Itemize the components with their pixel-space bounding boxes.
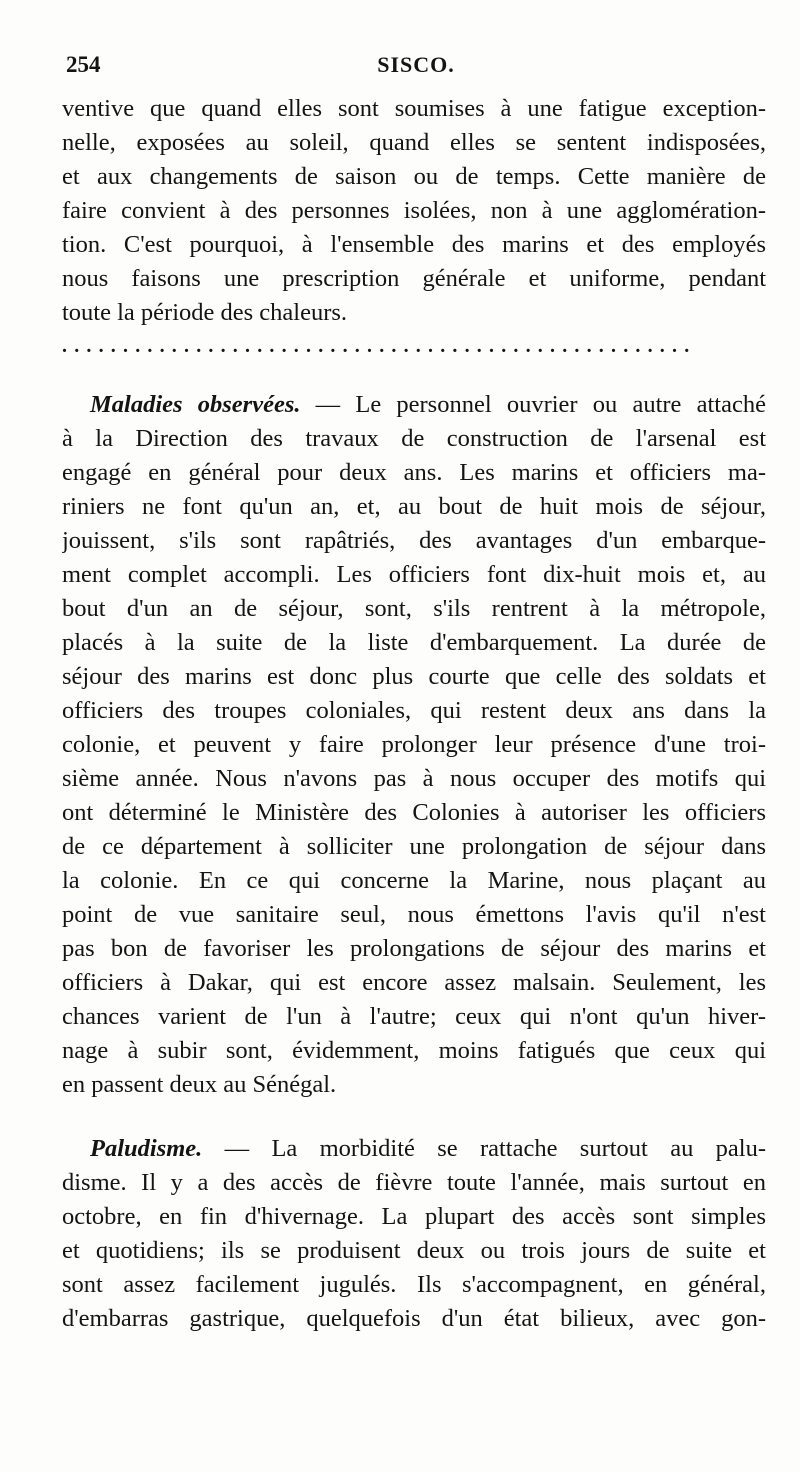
text-line: ventive que quand elles sont soumises à une fatigue exception-	[62, 95, 766, 122]
text-line: à la Direction des travaux de construction de l'arsenal est	[62, 425, 766, 452]
text-line: sont assez facilement jugulés. Ils s'accompagnent, en général,	[62, 1271, 766, 1298]
text-line: riniers ne font qu'un an, et, au bout de huit mois de séjour,	[62, 493, 766, 520]
text-line: en passent deux au Sénégal.	[62, 1071, 337, 1098]
running-title: SISCO.	[377, 52, 455, 77]
text-line: nage à subir sont, évidemment, moins fatigués que ceux qui	[62, 1037, 766, 1064]
section-heading: Maladies observées.	[90, 391, 301, 418]
text-line: pas bon de favoriser les prolongations de séjour des marins et	[62, 935, 766, 962]
text-line: jouissent, s'ils sont rapâtriés, des avantages d'un embarque-	[62, 527, 766, 554]
paragraph-paludisme	[62, 1132, 766, 1336]
text-line: toute la période des chaleurs.	[62, 299, 348, 326]
ellipsis-separator: ....................................................	[62, 336, 697, 356]
text-line: placés à la suite de la liste d'embarquement. La durée de	[62, 629, 766, 656]
text-line: ment complet accompli. Les officiers font dix-huit mois et, au	[62, 561, 766, 588]
text-line: disme. Il y a des accès de fièvre toute l'année, mais surtout en	[62, 1169, 766, 1196]
text-line: faire convient à des personnes isolées, non à une agglomération-	[62, 197, 766, 224]
text-line: engagé en général pour deux ans. Les marins et officiers ma-	[62, 459, 766, 486]
text-line: octobre, en fin d'hivernage. La plupart des accès sont simples	[62, 1203, 766, 1230]
paragraph-first-line	[62, 388, 766, 422]
text-line: chances varient de l'un à l'autre; ceux qui n'ont qu'un hiver-	[62, 1003, 766, 1030]
paragraph-1	[62, 92, 766, 330]
text-line: nelle, exposées au soleil, quand elles se sentent indisposées,	[62, 129, 766, 156]
text-line: ont déterminé le Ministère des Colonies à autoriser les officiers	[62, 799, 766, 826]
text-line: colonie, et peuvent y faire prolonger leur présence d'une troi-	[62, 731, 766, 758]
text-line: nous faisons une prescription générale et uniforme, pendant	[62, 265, 766, 292]
text-line: point de vue sanitaire seul, nous émettons l'avis qu'il n'est	[62, 901, 766, 928]
text-line: et quotidiens; ils se produisent deux ou trois jours de suite et	[62, 1237, 766, 1264]
text-line: la colonie. En ce qui concerne la Marine, nous plaçant au	[62, 867, 766, 894]
text-line: officiers des troupes coloniales, qui restent deux ans dans la	[62, 697, 766, 724]
text-line: séjour des marins est donc plus courte que celle des soldats et	[62, 663, 766, 690]
text-line: officiers à Dakar, qui est encore assez malsain. Seulement, les	[62, 969, 766, 996]
paragraph-maladies-observees	[62, 388, 766, 1102]
running-head	[66, 50, 766, 86]
text-line: tion. C'est pourquoi, à l'ensemble des marins et des employés	[62, 231, 766, 258]
paragraph-first-line	[62, 1132, 766, 1166]
text-line: bout d'un an de séjour, sont, s'ils rentrent à la métropole,	[62, 595, 766, 622]
text-run: — La morbidité se rattache surtout au palu-	[202, 1135, 766, 1162]
text-line: de ce département à solliciter une prolongation de séjour dans	[62, 833, 766, 860]
section-heading: Paludisme.	[90, 1135, 203, 1162]
text-line: sième année. Nous n'avons pas à nous occuper des motifs qui	[62, 765, 766, 792]
text-run: — Le personnel ouvrier ou autre attaché	[300, 391, 766, 418]
page-number: 254	[66, 52, 101, 77]
text-line: et aux changements de saison ou de temps. Cette manière de	[62, 163, 766, 190]
text-line: d'embarras gastrique, quelquefois d'un état bilieux, avec gon-	[62, 1305, 766, 1332]
